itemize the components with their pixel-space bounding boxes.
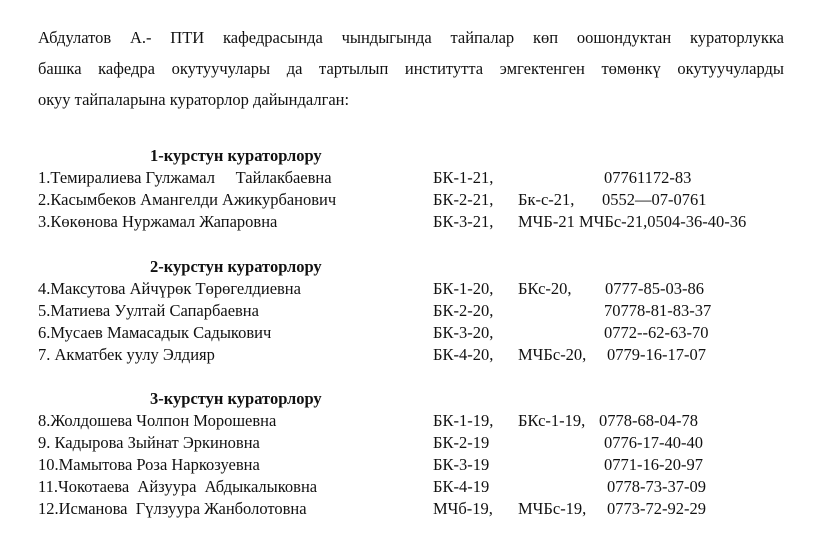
extra-group-code: БКс-20, [518, 279, 572, 298]
curator-row [38, 322, 798, 344]
extra-group-code: МЧБс-19, [518, 499, 587, 518]
group-code: БК-3-20, [433, 323, 494, 342]
phone-number: 0771-16-20-97 [604, 455, 703, 474]
curator-name: 11.Чокотаева Айзуура Абдыкалыковна [38, 477, 318, 496]
intro-line: башка кафедра окутуучулары да тартылып институтта эмгектенген төмөнкү окутуучуларды [38, 59, 784, 78]
phone-number: 0778-68-04-78 [599, 411, 698, 430]
group-code: БК-1-21, [433, 168, 494, 187]
phone-number: 07761172-83 [604, 168, 692, 187]
extra-group-code: Бк-с-21, [518, 190, 575, 209]
extra-group-code: БКс-1-19, [518, 411, 586, 430]
curator-row [38, 300, 798, 322]
curator-name: 5.Матиева Уултай Сапарбаевна [38, 301, 259, 320]
section-heading-course-3: 3-курстун кураторлору [150, 389, 322, 408]
group-code: БК-4-20, [433, 345, 494, 364]
phone-number: 0776-17-40-40 [604, 433, 703, 452]
group-code: БК-3-19 [433, 455, 490, 474]
group-code: МЧб-19, [433, 499, 493, 518]
curator-row [38, 211, 798, 233]
curator-row [38, 476, 798, 498]
phone-number: 0777-85-03-86 [605, 279, 704, 298]
curator-row [38, 278, 798, 300]
phone-number: 0779-16-17-07 [607, 345, 706, 364]
curator-name: 9. Кадырова Зыйнат Эркиновна [38, 433, 260, 452]
section-heading-course-2: 2-курстун кураторлору [150, 257, 322, 276]
group-code: БК-1-20, [433, 279, 494, 298]
curator-name: 10.Мамытова Роза Наркозуевна [38, 455, 260, 474]
curator-row [38, 498, 798, 520]
curator-name: 4.Максутова Айчүрөк Төрөгелдиевна [38, 279, 301, 298]
curator-row [38, 167, 798, 189]
curator-name: 7. Акматбек уулу Элдияр [38, 345, 215, 364]
curator-row [38, 189, 798, 211]
curator-name: 6.Мусаев Мамасадык Садыкович [38, 323, 272, 342]
intro-line: окуу тайпаларына кураторлор дайындалган: [38, 90, 350, 109]
phone-number: 0552—07-0761 [602, 190, 707, 209]
curator-row [38, 344, 798, 366]
section-heading-course-1: 1-курстун кураторлору [150, 146, 322, 165]
extra-group-code: МЧБс-20, [518, 345, 587, 364]
group-code: БК-2-20, [433, 301, 494, 320]
group-code: БК-4-19 [433, 477, 490, 496]
curator-row [38, 410, 798, 432]
curator-name: 3.Көкөнова Нуржамал Жапаровна [38, 212, 278, 231]
curator-name: 2.Касымбеков Амангелди Ажикурбанович [38, 190, 337, 209]
phone-number: 70778-81-83-37 [604, 301, 712, 320]
intro-line: Абдулатов А.- ПТИ кафедрасында чындыгында тайпалар көп оошондуктан кураторлукка [38, 28, 784, 47]
extra-group-code: МЧБ-21 МЧБс-21,0504-36-40-36 [518, 212, 747, 231]
curator-row [38, 432, 798, 454]
group-code: БК-1-19, [433, 411, 494, 430]
curator-name: 8.Жолдошева Чолпон Морошевна [38, 411, 277, 430]
group-code: БК-2-21, [433, 190, 494, 209]
phone-number: 0773-72-92-29 [607, 499, 706, 518]
intro-paragraph [38, 22, 784, 115]
phone-number: 0778-73-37-09 [607, 477, 706, 496]
group-code: БК-2-19 [433, 433, 490, 452]
group-code: БК-3-21, [433, 212, 494, 231]
phone-number: 0772--62-63-70 [604, 323, 709, 342]
curator-name: 12.Исманова Гүлзуура Жанболотовна [38, 499, 307, 518]
curator-row [38, 454, 798, 476]
curator-name: 1.Темиралиева Гулжамал Тайлакбаевна [38, 168, 332, 187]
